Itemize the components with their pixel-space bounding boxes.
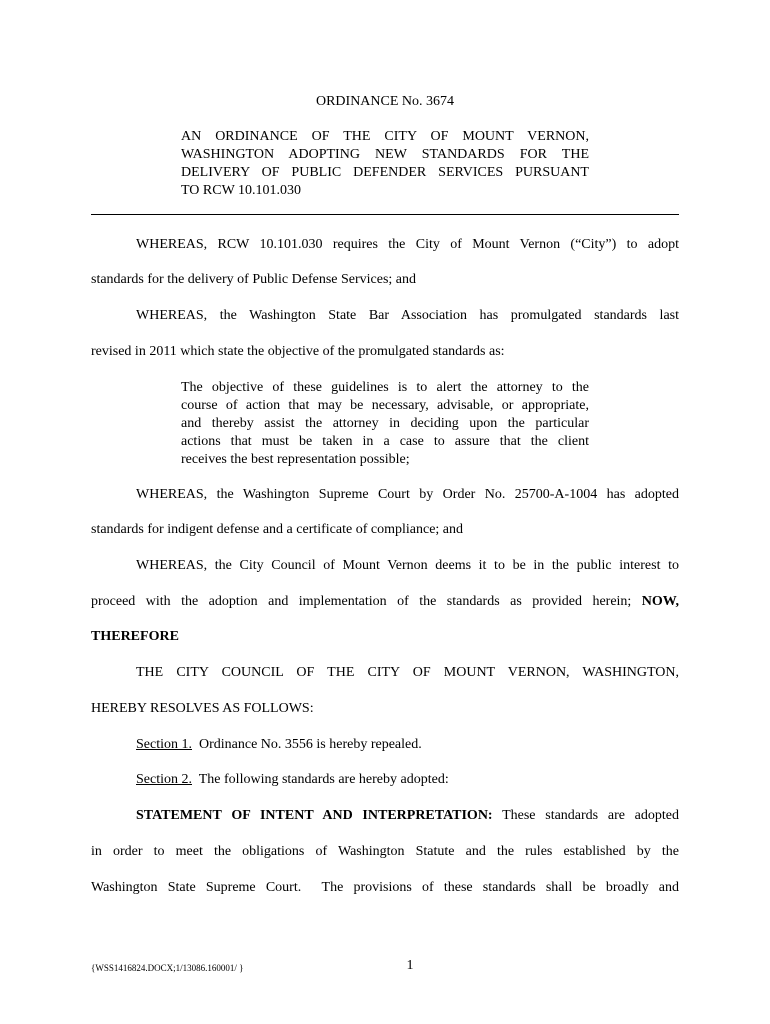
statement-line <box>136 808 679 824</box>
therefore-bold: THEREFORE <box>91 629 179 644</box>
paragraph-line: WHEREAS, the Washington Supreme Court by Order No. 25700-A-1004 has adopted <box>136 487 679 502</box>
subtitle-line: TO RCW 10.101.030 <box>181 183 302 198</box>
statement-heading: STATEMENT OF INTENT AND INTERPRETATION: <box>136 808 493 823</box>
section-2-text: The following standards are hereby adopted: <box>198 772 449 787</box>
now-therefore-bold: NOW, <box>641 594 680 609</box>
subtitle-line: WASHINGTON ADOPTING NEW STANDARDS FOR THE <box>181 147 589 162</box>
quote-line: The objective of these guidelines is to alert the attorney to the <box>181 380 589 395</box>
paragraph-line: WHEREAS, the Washington State Bar Association has promulgated standards last <box>136 308 679 323</box>
quote-line: receives the best representation possible; <box>181 452 410 467</box>
paragraph-line: WHEREAS, the City Council of Mount Vernon deems it to be in the public interest to <box>136 558 679 573</box>
paragraph-line: HEREBY RESOLVES AS FOLLOWS: <box>91 701 314 716</box>
paragraph-line <box>91 594 679 610</box>
paragraph-line: standards for indigent defense and a certificate of compliance; and <box>91 522 464 537</box>
subtitle-line: DELIVERY OF PUBLIC DEFENDER SERVICES PURSUANT <box>181 165 589 180</box>
quote-line: and thereby assist the attorney in deciding upon the particular <box>181 416 589 431</box>
section-2 <box>136 772 679 788</box>
section-1-text: Ordinance No. 3556 is hereby repealed. <box>199 737 422 752</box>
quote-line: course of action that may be necessary, advisable, or appropriate, <box>181 398 589 413</box>
block-quote <box>181 379 589 469</box>
statement-text: These standards are adopted <box>502 808 679 823</box>
ordinance-subtitle <box>181 128 589 200</box>
paragraph-line: standards for the delivery of Public Defense Services; and <box>91 272 417 287</box>
section-1-label: Section 1. <box>136 737 192 752</box>
section-2-label: Section 2. <box>136 772 192 787</box>
paragraph-line: in order to meet the obligations of Washington Statute and the rules established by the <box>91 844 679 859</box>
paragraph-line: revised in 2011 which state the objective of the promulgated standards as: <box>91 344 505 359</box>
quote-line: actions that must be taken in a case to assure that the client <box>181 434 589 449</box>
paragraph-line: Washington State Supreme Court. The provisions of these standards shall be broadly and <box>91 880 679 895</box>
page-number: 1 <box>406 958 414 973</box>
paragraph-text: proceed with the adoption and implementation of the standards as provided herein; <box>91 594 632 609</box>
ordinance-title: ORDINANCE No. 3674 <box>315 94 455 109</box>
paragraph-line: WHEREAS, RCW 10.101.030 requires the City of Mount Vernon (“City”) to adopt <box>136 237 679 252</box>
document-id: {WSS1416824.DOCX;1/13086.160001/ } <box>91 963 244 973</box>
title-divider <box>91 214 679 215</box>
paragraph-line: THE CITY COUNCIL OF THE CITY OF MOUNT VERNON, WASHINGTON, <box>136 665 679 680</box>
subtitle-line: AN ORDINANCE OF THE CITY OF MOUNT VERNON, <box>181 129 589 144</box>
section-1 <box>136 737 679 753</box>
